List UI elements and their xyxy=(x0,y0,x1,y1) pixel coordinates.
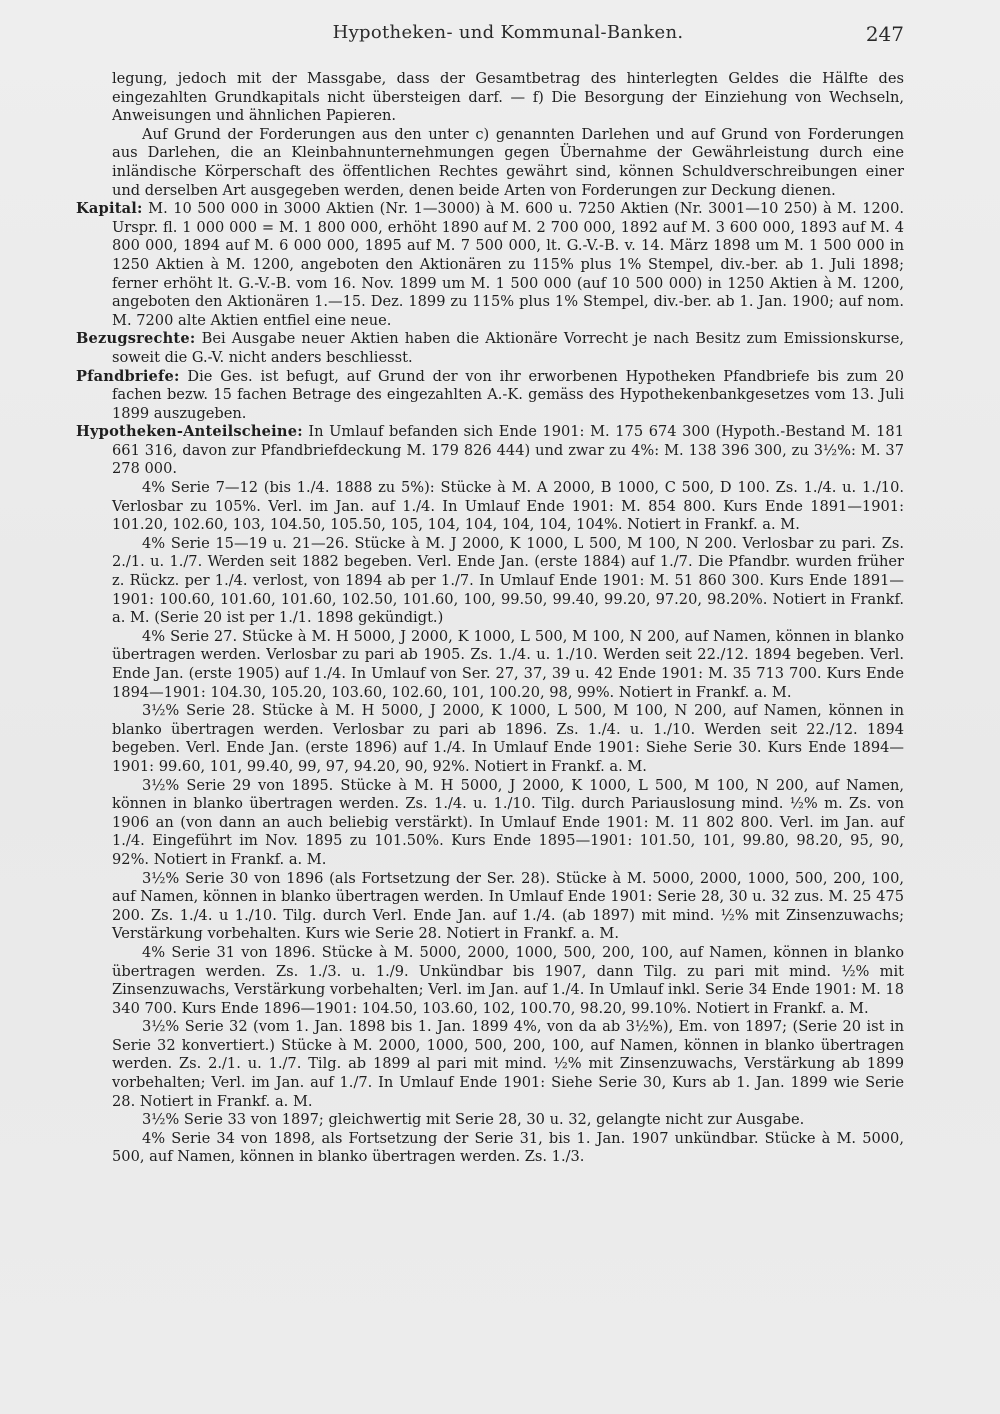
paragraph-text: 4% Serie 27. Stücke à M. H 5000, J 2000, K 1000, L 500, M 100, N 200, auf Namen, können in blanko übertragen werden. Verlosbar zu pari ab 1905. Zs. 1./4. u. 1./10. Werden seit 22./12. 1894 begeben. Verl. Ende Jan. (erste 1905) auf 1./4. In Umlauf von Ser. 27, 37, 39 u. 42 Ende 1901: M. 35 713 700. Kurs Ende 1894—1901: 104.30, 105.20, 103.60, 102.60, 101, 100.20, 98, 99%. Notiert in Frankf. a. M. xyxy=(112,627,904,701)
section-label: Kapital: xyxy=(76,200,143,218)
paragraph-serie-32 xyxy=(112,1018,904,1111)
paragraph-serie-30 xyxy=(112,870,904,944)
section-text: M. 10 500 000 in 3000 Aktien (Nr. 1—3000) à M. 600 u. 7250 Aktien (Nr. 3001—10 250) à M. 1200. Urspr. fl. 1 000 000 = M. 1 800 000, erhöht 1890 auf M. 2 700 000, 1892 auf M. 3 600 000, 1893 auf M. 4 800 000, 1894 auf M. 6 000 000, 1895 auf M. 7 500 000, lt. G.-V.-B. v. 14. März 1898 um M. 1 500 000 in 1250 Aktien à M. 1200, angeboten den Aktionären zu 115% plus 1% Stempel, div.-ber. ab 1. Juli 1898; ferner erhöht lt. G.-V.-B. vom 16. Nov. 1899 um M. 1 500 000 (auf 10 500 000) in 1250 Aktien à M. 1200, angeboten den Aktionären 1.—15. Dez. 1899 zu 115% plus 1% Stempel, div.-ber. ab 1. Jan. 1900; auf nom. M. 7200 alte Aktien entfiel eine neue. xyxy=(112,200,905,329)
paragraph-serie-7-12 xyxy=(112,479,904,535)
section-text: Die Ges. ist befugt, auf Grund der von ihr erworbenen Hypotheken Pfandbriefe bis zum 20 fachen bezw. 15 fachen Betrage des eingezahlten A.-K. gemäss des Hypothekenbankgesetzes vom 13. Juli 1899 auszugeben. xyxy=(112,367,904,422)
section-label: Bezugsrechte: xyxy=(76,330,196,348)
paragraph-continuation xyxy=(112,70,904,126)
section-pfandbriefe xyxy=(76,368,904,424)
paragraph-text: Auf Grund der Forderungen aus den unter c) genannten Darlehen und auf Grund von Forderungen aus Darlehen, die an Kleinbahnunternehmungen gegen Übernahme der Gewährleistung durch eine inländische Körperschaft des öffentlichen Rechtes gewährt sind, können Schuldverschreibungen einer und derselben Art ausgegeben werden, denen beide Arten von Forderungen zur Deckung dienen. xyxy=(112,125,904,199)
section-label: Pfandbriefe: xyxy=(76,367,180,385)
paragraph-serie-27 xyxy=(112,628,904,702)
paragraph-serie-34 xyxy=(112,1130,904,1167)
page-title: Hypotheken- und Kommunal-Banken. xyxy=(332,22,684,43)
paragraph-text: 4% Serie 15—19 u. 21—26. Stücke à M. J 2000, K 1000, L 500, M 100, N 200. Verlosbar zu pari. Zs. 2./1. u. 1./7. Werden seit 1882 begeben. Verl. Ende Jan. (erste 1884) auf 1./7. Die Pfandbr. wurden früher z. Rückz. per 1./4. verlost, von 1894 ab per 1./7. In Umlauf Ende 1901: M. 51 860 300. Kurs Ende 1891—1901: 100.60, 101.60, 101.60, 102.50, 101.60, 100, 99.50, 99.40, 99.20, 97.20, 98.20%. Notiert in Frankf. a. M. (Serie 20 ist per 1./1. 1898 gekündigt.) xyxy=(112,534,904,627)
paragraph-text: 3½% Serie 28. Stücke à M. H 5000, J 2000, K 1000, L 500, M 100, N 200, auf Namen, können in blanko übertragen werden. Verlosbar zu pari ab 1896. Zs. 1./4. u. 1./10. Werden seit 22./12. 1894 begeben. Verl. Ende Jan. (erste 1896) auf 1./4. In Umlauf Ende 1901: Siehe Serie 30. Kurs Ende 1894—1901: 99.60, 101, 99.40, 99, 97, 94.20, 90, 92%. Notiert in Frankf. a. M. xyxy=(112,702,904,775)
paragraph-serie-15-26 xyxy=(112,535,904,628)
section-text: Bei Ausgabe neuer Aktien haben die Aktionäre Vorrecht je nach Besitz zum Emissionskurse, soweit die G.-V. nicht anders beschliesst. xyxy=(112,330,905,366)
page-body xyxy=(76,70,905,1167)
paragraph-text: 4% Serie 31 von 1896. Stücke à M. 5000, 2000, 1000, 500, 200, 100, auf Namen, können in blanko übertragen werden. Zs. 1./3. u. 1./9. Unkündbar bis 1907, dann Tilg. zu pari mit mind. ½% mit Zinsenzuwachs, Verstärkung vorbehalten; Verl. im Jan. auf 1./4. In Umlauf inkl. Serie 34 Ende 1901: M. 18 340 700. Kurs Ende 1896—1901: 104.50, 103.60, 102, 100.70, 98.20, 99.10%. Notiert in Frankf. a. M. xyxy=(112,943,904,1017)
paragraph-text: 4% Serie 7—12 (bis 1./4. 1888 zu 5%): Stücke à M. A 2000, B 1000, C 500, D 100. Zs. 1./4. u. 1./10. Verlosbar zu 105%. Verl. im Jan. auf 1./4. In Umlauf Ende 1901: M. 854 800. Kurs Ende 1891—1901: 101.20, 102.60, 103, 104.50, 105.50, 105, 104, 104, 104, 104, 104%. Notiert in Frankf. a. M. xyxy=(112,479,904,534)
section-bezugsrechte xyxy=(76,330,904,367)
section-kapital xyxy=(76,200,904,330)
page-number: 247 xyxy=(865,22,904,46)
paragraph-serie-28 xyxy=(112,702,904,776)
paragraph-text: 3½% Serie 33 von 1897; gleichwertig mit Serie 28, 30 u. 32, gelangte nicht zur Ausgabe. xyxy=(142,1111,805,1129)
paragraph-text: 4% Serie 34 von 1898, als Fortsetzung der Serie 31, bis 1. Jan. 1907 unkündbar. Stücke à M. 5000, 500, auf Namen, können in blanko übertragen werden. Zs. 1./3. xyxy=(112,1129,904,1166)
section-text: In Umlauf befanden sich Ende 1901: M. 175 674 300 (Hypoth.-Bestand M. 181 661 316, davon zur Pfandbriefdeckung M. 179 826 444) und zwar zu 4%: M. 138 396 300, zu 3½%: M. 37 278 000. xyxy=(112,423,904,478)
paragraph-serie-33 xyxy=(112,1111,904,1130)
section-label: Hypotheken-Anteilscheine: xyxy=(76,423,303,441)
paragraph-text: legung, jedoch mit der Massgabe, dass der Gesamtbetrag des hinterlegten Geldes die Hälfte des eingezahlten Grundkapitals nicht übersteigen darf. — f) Die Besorgung der Einziehung von Wechseln, Anweisungen und ähnlichen Papieren. xyxy=(112,70,904,125)
paragraph-auf-grund xyxy=(112,126,904,200)
paragraph-text: 3½% Serie 29 von 1895. Stücke à M. H 5000, J 2000, K 1000, L 500, M 100, N 200, auf Namen, können in blanko übertragen werden. Zs. 1./4. u. 1./10. Tilg. durch Pariauslosung mind. ½% m. Zs. von 1906 an (von dann an auch beliebig verstärkt). In Umlauf Ende 1901: M. 11 802 800. Verl. im Jan. auf 1./4. Eingeführt im Nov. 1895 zu 101.50%. Kurs Ende 1895—1901: 101.50, 101, 99.80, 98.20, 95, 90, 92%. Notiert in Frankf. a. M. xyxy=(112,776,904,868)
section-hypotheken-anteilscheine xyxy=(76,423,904,479)
paragraph-text: 3½% Serie 30 von 1896 (als Fortsetzung der Ser. 28). Stücke à M. 5000, 2000, 1000, 500, 200, 100, auf Namen, können in blanko übertragen werden. In Umlauf Ende 1901: Serie 28, 30 u. 32 zus. M. 25 475 200. Zs. 1./4. u 1./10. Tilg. durch Verl. Ende Jan. auf 1./4. (ab 1897) mit mind. ½% mit Zinsenzuwachs; Verstärkung vorbehalten. Kurs wie Serie 28. Notiert in Frankf. a. M. xyxy=(112,869,904,943)
paragraph-serie-29 xyxy=(112,777,904,870)
running-header xyxy=(112,22,904,48)
paragraph-text: 3½% Serie 32 (vom 1. Jan. 1898 bis 1. Jan. 1899 4%, von da ab 3½%), Em. von 1897; (Serie 20 ist in Serie 32 konvertiert.) Stücke à M. 2000, 1000, 500, 200, 100, auf Namen, können in blanko übertragen werden. Zs. 2./1. u. 1./7. Tilg. ab 1899 al pari mit mind. ½% mit Zinsenzuwachs, Verstärkung ab 1899 vorbehalten; Verl. im Jan. auf 1./7. In Umlauf Ende 1901: Siehe Serie 30, Kurs ab 1. Jan. 1899 wie Serie 28. Notiert in Frankf. a. M. xyxy=(112,1018,904,1110)
paragraph-serie-31 xyxy=(112,944,904,1018)
